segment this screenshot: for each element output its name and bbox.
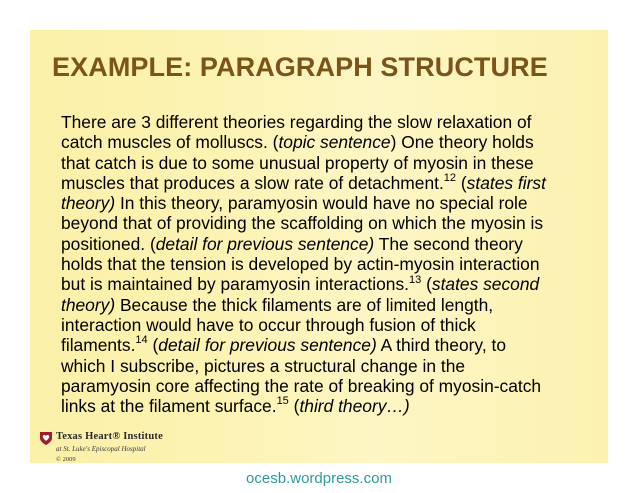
annotation-italic: states second bbox=[431, 274, 540, 295]
paragraph-line bbox=[61, 254, 601, 274]
text-run: beyond that of providing the scaffolding on which the myosin is bbox=[61, 213, 544, 234]
paragraph-line bbox=[61, 234, 601, 254]
text-run: ( bbox=[147, 335, 159, 356]
text-run: ( bbox=[421, 274, 432, 295]
logo-name: Texas Heart® Institute bbox=[56, 431, 163, 442]
text-run: muscles that produces a slow rate of detachment. bbox=[61, 172, 444, 193]
text-run: There are 3 different theories regarding the slow relaxation of bbox=[61, 112, 532, 132]
paragraph-line bbox=[61, 153, 601, 173]
annotation-italic: third theory…) bbox=[299, 396, 410, 417]
paragraph-line bbox=[61, 295, 601, 315]
paragraph-body bbox=[61, 112, 601, 416]
footer-url[interactable]: ocesb.wordpress.com bbox=[246, 470, 392, 487]
paragraph-line bbox=[61, 274, 601, 294]
text-run: filaments. bbox=[61, 335, 136, 356]
citation-superscript: 13 bbox=[409, 273, 422, 286]
heart-shield-icon bbox=[38, 430, 54, 446]
paragraph-line bbox=[61, 193, 601, 213]
paragraph-line bbox=[61, 335, 601, 355]
logo-subtitle: at St. Luke's Episcopal Hospital bbox=[56, 445, 146, 453]
citation-superscript: 14 bbox=[135, 334, 148, 347]
annotation-italic: states first bbox=[466, 172, 546, 193]
text-run: holds that the tension is developed by actin-myosin interaction bbox=[61, 254, 540, 275]
text-run: positioned. ( bbox=[61, 233, 156, 254]
text-run: ( bbox=[288, 396, 300, 417]
text-run: which I subscribe, pictures a structural change in the bbox=[61, 355, 466, 376]
text-run: A third theory, to bbox=[376, 335, 506, 356]
text-run: The second theory bbox=[374, 233, 523, 254]
text-run: ( bbox=[456, 172, 467, 193]
citation-superscript: 12 bbox=[443, 172, 457, 185]
text-run: that catch is due to some unusual property of myosin in these bbox=[61, 152, 534, 173]
citation-superscript: 15 bbox=[276, 395, 289, 408]
paragraph-line bbox=[61, 396, 601, 416]
text-run: links at the filament surface. bbox=[61, 396, 277, 417]
annotation-italic: topic sentence bbox=[278, 132, 391, 153]
paragraph-line bbox=[61, 315, 601, 335]
text-run: paramyosin core affecting the rate of breaking of myosin-catch bbox=[61, 375, 542, 396]
annotation-italic: theory) bbox=[61, 193, 116, 214]
texas-heart-institute-logo bbox=[38, 428, 208, 468]
paragraph-line bbox=[61, 173, 601, 193]
text-run: but is maintained by paramyosin interactions. bbox=[61, 274, 409, 295]
text-run: interaction would have to occur through fusion of thick bbox=[61, 314, 476, 335]
text-run: catch muscles of molluscs. ( bbox=[61, 132, 279, 153]
text-run: Because the thick filaments are of limited length, bbox=[115, 294, 494, 315]
logo-copyright: © 2009 bbox=[56, 456, 76, 463]
annotation-italic: theory) bbox=[61, 294, 116, 315]
annotation-italic: detail for previous sentence) bbox=[155, 233, 375, 254]
paragraph-line bbox=[61, 132, 601, 152]
paragraph-line bbox=[61, 112, 601, 132]
slide-title: EXAMPLE: PARAGRAPH STRUCTURE bbox=[52, 52, 548, 82]
paragraph-line bbox=[61, 213, 601, 233]
annotation-italic: detail for previous sentence) bbox=[158, 335, 377, 356]
paragraph-line bbox=[61, 376, 601, 396]
paragraph-line bbox=[61, 356, 601, 376]
text-run: In this theory, paramyosin would have no special role bbox=[115, 193, 528, 214]
text-run: ) One theory holds bbox=[390, 132, 534, 153]
